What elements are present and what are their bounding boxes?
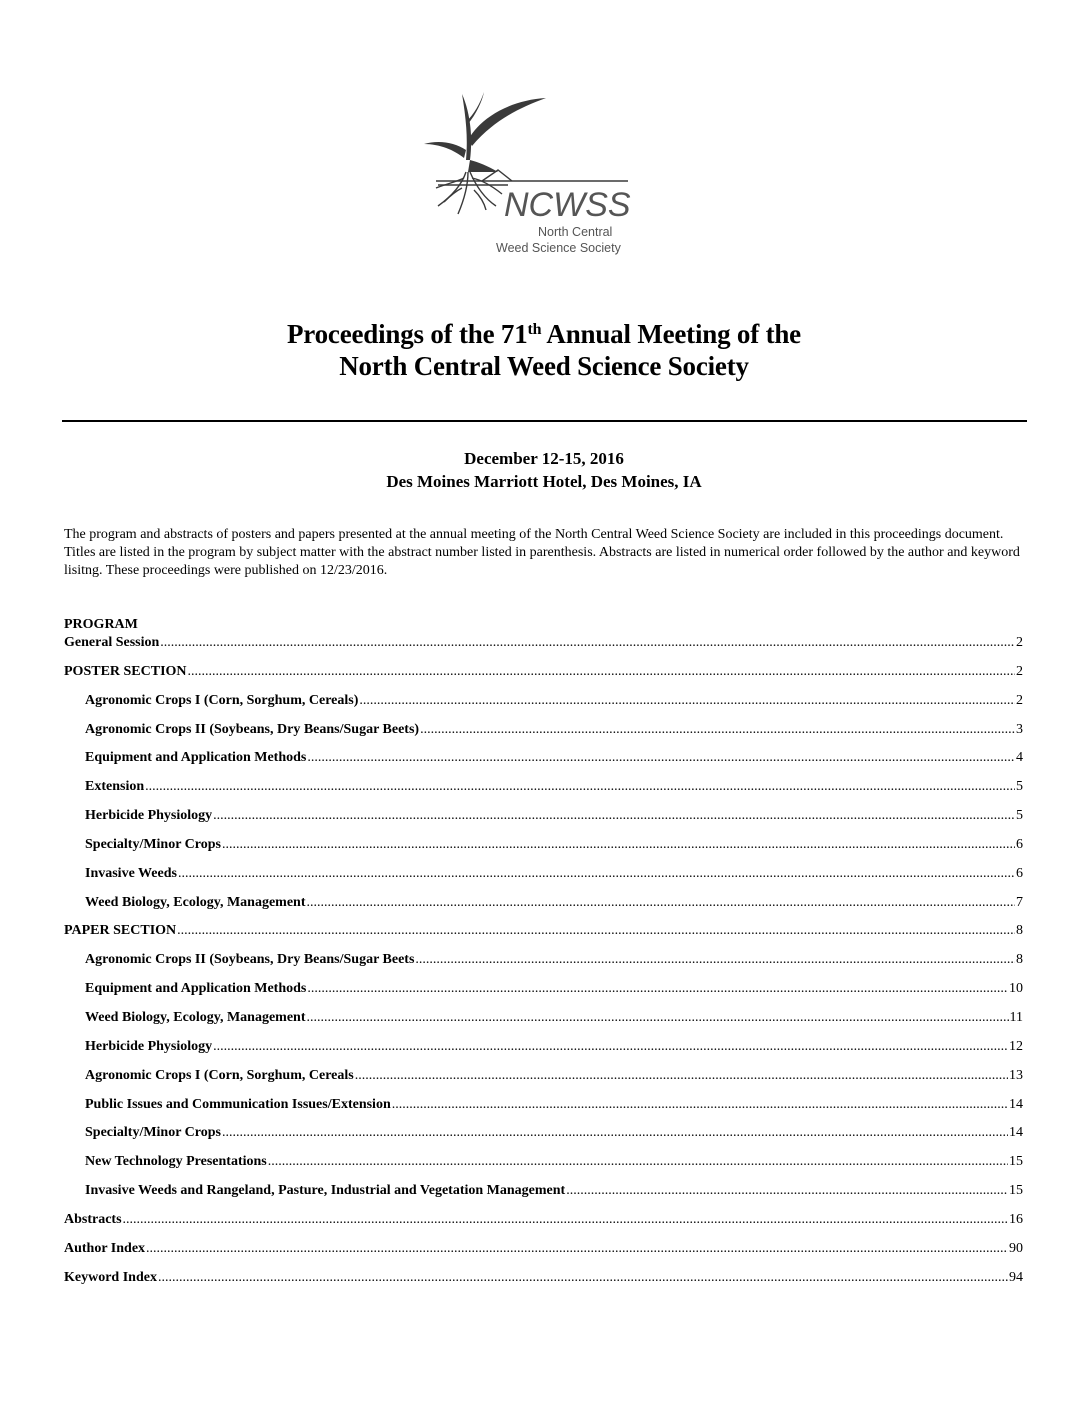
toc-entry-label: Specialty/Minor Crops [85, 836, 221, 852]
toc-dot-leader [145, 778, 1015, 796]
toc-entry[interactable] [64, 634, 1023, 652]
toc-entry-label: Public Issues and Communication Issues/Extension [85, 1096, 391, 1112]
toc-entry[interactable] [64, 1038, 1023, 1067]
toc-dot-leader [213, 807, 1015, 825]
toc-entry-page-number: 8 [1016, 952, 1023, 968]
toc-entry-page-number: 3 [1016, 721, 1023, 737]
toc-dot-leader [213, 1038, 1008, 1056]
toc-dot-leader [566, 1182, 1008, 1200]
toc-entry[interactable] [64, 951, 1023, 980]
title-line-1 [0, 318, 1088, 350]
toc-entry[interactable] [64, 1067, 1023, 1096]
toc-entry-page-number: 2 [1016, 663, 1023, 679]
table-of-contents [64, 616, 1023, 1297]
toc-entry-page-number: 6 [1016, 836, 1023, 852]
toc-entry[interactable] [64, 1182, 1023, 1211]
toc-entry-label: Specialty/Minor Crops [85, 1125, 221, 1141]
toc-entry[interactable] [64, 1153, 1023, 1182]
toc-dot-leader [177, 922, 1015, 940]
toc-entry[interactable] [64, 1240, 1023, 1269]
toc-entry-page-number: 4 [1016, 750, 1023, 766]
toc-entry-page-number: 5 [1016, 808, 1023, 824]
toc-dot-leader [160, 634, 1015, 652]
toc-entry[interactable] [64, 1211, 1023, 1240]
toc-entry-page-number: 13 [1009, 1067, 1023, 1083]
meeting-dates: December 12-15, 2016 [464, 449, 624, 468]
toc-dot-leader [307, 980, 1008, 998]
toc-entry-page-number: 16 [1009, 1211, 1023, 1227]
toc-entry-label: Herbicide Physiology [85, 1038, 213, 1054]
toc-entry-page-number: 14 [1009, 1096, 1023, 1112]
toc-dot-leader [222, 836, 1015, 854]
toc-entry-page-number: 14 [1009, 1125, 1023, 1141]
ncwss-logo [418, 88, 648, 263]
toc-entry-label: Invasive Weeds and Rangeland, Pasture, Industrial and Vegetation Management [85, 1183, 566, 1199]
toc-entry-page-number: 2 [1016, 635, 1023, 650]
toc-dot-leader [268, 1153, 1008, 1171]
title-line-2: North Central Weed Science Society [339, 351, 749, 381]
toc-entry-label: General Session [64, 635, 160, 650]
toc-entry-label: Agronomic Crops I (Corn, Sorghum, Cereals) [85, 692, 359, 708]
toc-entry-page-number: 6 [1016, 865, 1023, 881]
toc-entry[interactable] [64, 721, 1023, 750]
title-line-1-prefix: Proceedings of the 71 [287, 319, 528, 349]
toc-dot-leader [158, 1269, 1008, 1287]
toc-entry-label: Weed Biology, Ecology, Management [85, 1009, 306, 1025]
toc-entry-page-number: 10 [1009, 981, 1023, 997]
toc-entry-label: Keyword Index [64, 1269, 157, 1285]
toc-entry[interactable] [64, 922, 1023, 951]
toc-entry-label: Agronomic Crops II (Soybeans, Dry Beans/Sugar Beets [85, 952, 415, 968]
logo-name-line1: North Central [538, 225, 613, 239]
toc-entry-label: Weed Biology, Ecology, Management [85, 894, 306, 910]
toc-dot-leader [146, 1240, 1008, 1258]
intro-paragraph: The program and abstracts of posters and papers presented at the annual meeting of the North Central Weed Science Society are included in this proceedings document. Titles are listed in the program by subject matter with the abstract number listed in parenthesis. Abstracts are listed in numerical order followed by the author and keyword lisitng. These proceedings were published on 12/23/2016. [64, 527, 1020, 578]
toc-entry-page-number: 8 [1016, 923, 1023, 939]
toc-dot-leader [307, 749, 1015, 767]
toc-entry-page-number: 2 [1016, 692, 1023, 708]
toc-entry[interactable] [64, 1124, 1023, 1153]
toc-entry-label: POSTER SECTION [64, 663, 187, 679]
toc-entry[interactable] [64, 778, 1023, 807]
toc-dot-leader [178, 865, 1015, 883]
logo-name-line2: Weed Science Society [496, 241, 621, 255]
toc-dot-leader [359, 692, 1015, 710]
logo-acronym: NCWSS [504, 186, 631, 224]
toc-entry[interactable] [64, 1269, 1023, 1298]
toc-entries [64, 634, 1023, 1297]
toc-entry-label: PAPER SECTION [64, 923, 177, 939]
toc-entry[interactable] [64, 1096, 1023, 1125]
toc-entry-label: Equipment and Application Methods [85, 750, 307, 766]
toc-entry-label: Equipment and Application Methods [85, 981, 307, 997]
toc-dot-leader [188, 663, 1015, 681]
toc-dot-leader [415, 951, 1015, 969]
toc-entry-label: New Technology Presentations [85, 1154, 267, 1170]
toc-entry-page-number: 15 [1009, 1183, 1023, 1199]
toc-dot-leader [355, 1067, 1008, 1085]
toc-entry-label: Agronomic Crops I (Corn, Sorghum, Cereals [85, 1067, 354, 1083]
toc-entry[interactable] [64, 692, 1023, 721]
toc-entry-page-number: 15 [1009, 1154, 1023, 1170]
meeting-venue: Des Moines Marriott Hotel, Des Moines, IA [386, 472, 702, 491]
toc-entry-page-number: 5 [1016, 779, 1023, 795]
title-line-1-suffix: Annual Meeting of the [541, 319, 801, 349]
toc-heading: PROGRAM [64, 617, 138, 632]
toc-entry-label: Agronomic Crops II (Soybeans, Dry Beans/Sugar Beets) [85, 721, 420, 737]
toc-dot-leader [392, 1096, 1008, 1114]
toc-entry-page-number: 7 [1016, 894, 1023, 910]
page-title [0, 318, 1088, 382]
toc-entry[interactable] [64, 894, 1023, 923]
toc-entry-label: Invasive Weeds [85, 865, 177, 881]
corn-plant-logo-icon [418, 88, 648, 263]
toc-entry-label: Abstracts [64, 1211, 122, 1227]
toc-dot-leader [307, 1009, 1009, 1027]
toc-entry-page-number: 94 [1009, 1269, 1023, 1285]
toc-entry[interactable] [64, 1009, 1023, 1038]
title-ordinal-suffix: th [527, 321, 542, 338]
toc-dot-leader [222, 1124, 1008, 1142]
meeting-info [0, 447, 1088, 493]
toc-entry-page-number: 11 [1009, 1009, 1023, 1025]
toc-dot-leader [123, 1211, 1008, 1229]
toc-entry[interactable] [64, 749, 1023, 778]
toc-dot-leader [307, 894, 1016, 912]
toc-entry-label: Herbicide Physiology [85, 808, 213, 824]
toc-dot-leader [420, 721, 1015, 739]
toc-entry[interactable] [64, 663, 1023, 692]
toc-entry-label: Extension [85, 779, 145, 795]
toc-entry[interactable] [64, 980, 1023, 1009]
toc-entry-page-number: 90 [1009, 1240, 1023, 1256]
toc-entry[interactable] [64, 807, 1023, 836]
toc-entry-page-number: 12 [1009, 1038, 1023, 1054]
toc-entry[interactable] [64, 836, 1023, 865]
toc-entry[interactable] [64, 865, 1023, 894]
toc-entry-label: Author Index [64, 1240, 146, 1256]
title-divider [62, 420, 1027, 422]
